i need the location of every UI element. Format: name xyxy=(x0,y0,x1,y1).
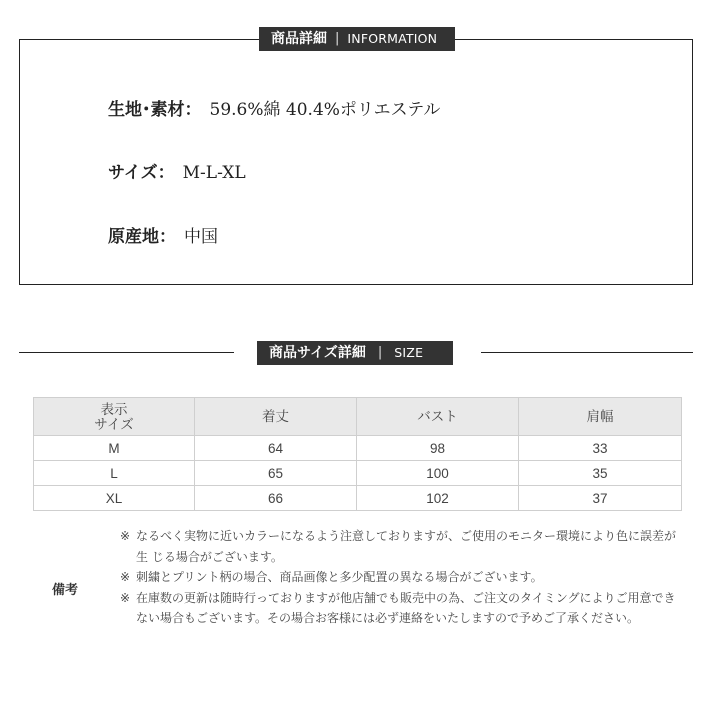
note-mark: ※ xyxy=(120,529,131,543)
table-cell: 64 xyxy=(195,436,357,461)
remark-item xyxy=(120,588,680,629)
column-header: バスト xyxy=(357,398,519,436)
information-heading-en: INFORMATION xyxy=(347,31,438,46)
origin-value: 中国 xyxy=(184,227,218,247)
table-row xyxy=(34,436,682,461)
table-cell: L xyxy=(34,461,195,486)
table-header-row xyxy=(34,398,682,436)
note-mark: ※ xyxy=(120,590,131,605)
size-heading-rule-right xyxy=(481,352,693,353)
table-row xyxy=(34,486,682,511)
remark-text: 刺繍とプリント柄の場合、商品画像と多少配置の異なる場合がございます。 xyxy=(136,570,543,584)
remarks-label: 備考 xyxy=(52,583,79,598)
origin-label: 原産地： xyxy=(108,227,176,247)
column-header: 表示 サイズ xyxy=(34,398,195,436)
table-cell: 33 xyxy=(519,436,682,461)
size-heading-jp: 商品サイズ詳細 xyxy=(269,345,366,361)
size-range-row xyxy=(108,158,246,183)
size-range-label: サイズ： xyxy=(108,163,175,183)
table-cell: 100 xyxy=(357,461,519,486)
table-cell: 37 xyxy=(519,486,682,511)
remark-text: なるべく実物に近いカラーになるよう注意しておりますが、ご使用のモニター環境により色に誤差が生 じる場合がございます。 xyxy=(136,529,677,564)
information-heading-jp: 商品詳細 xyxy=(271,31,327,47)
table-cell: 66 xyxy=(195,486,357,511)
table-cell: 35 xyxy=(519,461,682,486)
material-label: 生地･素材： xyxy=(108,100,202,120)
remark-item xyxy=(120,526,680,567)
table-cell: XL xyxy=(34,486,195,511)
table-cell: 102 xyxy=(357,486,519,511)
remarks-list xyxy=(120,526,680,629)
size-table xyxy=(33,397,682,511)
heading-separator: | xyxy=(335,31,340,46)
information-heading xyxy=(259,27,455,51)
table-row xyxy=(34,461,682,486)
table-cell: 98 xyxy=(357,436,519,461)
table-cell: M xyxy=(34,436,195,461)
remark-text: 在庫数の更新は随時行っておりますが他店舗でも販売中の為、ご注文のタイミングによりご用意できない場合もございます。その場合お客様には必ず連絡をいたしますので予めご了承ください。 xyxy=(136,590,676,625)
size-heading-rule-left xyxy=(19,352,234,353)
size-heading-en: SIZE xyxy=(394,345,424,360)
origin-row xyxy=(108,222,218,247)
remark-item xyxy=(120,567,680,588)
column-header: 肩幅 xyxy=(519,398,682,436)
size-range-value: M-L-XL xyxy=(182,163,246,183)
material-value: 59.6%綿 40.4%ポリエステル xyxy=(209,100,441,120)
table-cell: 65 xyxy=(195,461,357,486)
column-header: 着丈 xyxy=(195,398,357,436)
note-mark: ※ xyxy=(120,570,131,584)
heading-separator: | xyxy=(377,345,383,360)
size-heading xyxy=(257,341,453,365)
material-row xyxy=(108,95,440,120)
